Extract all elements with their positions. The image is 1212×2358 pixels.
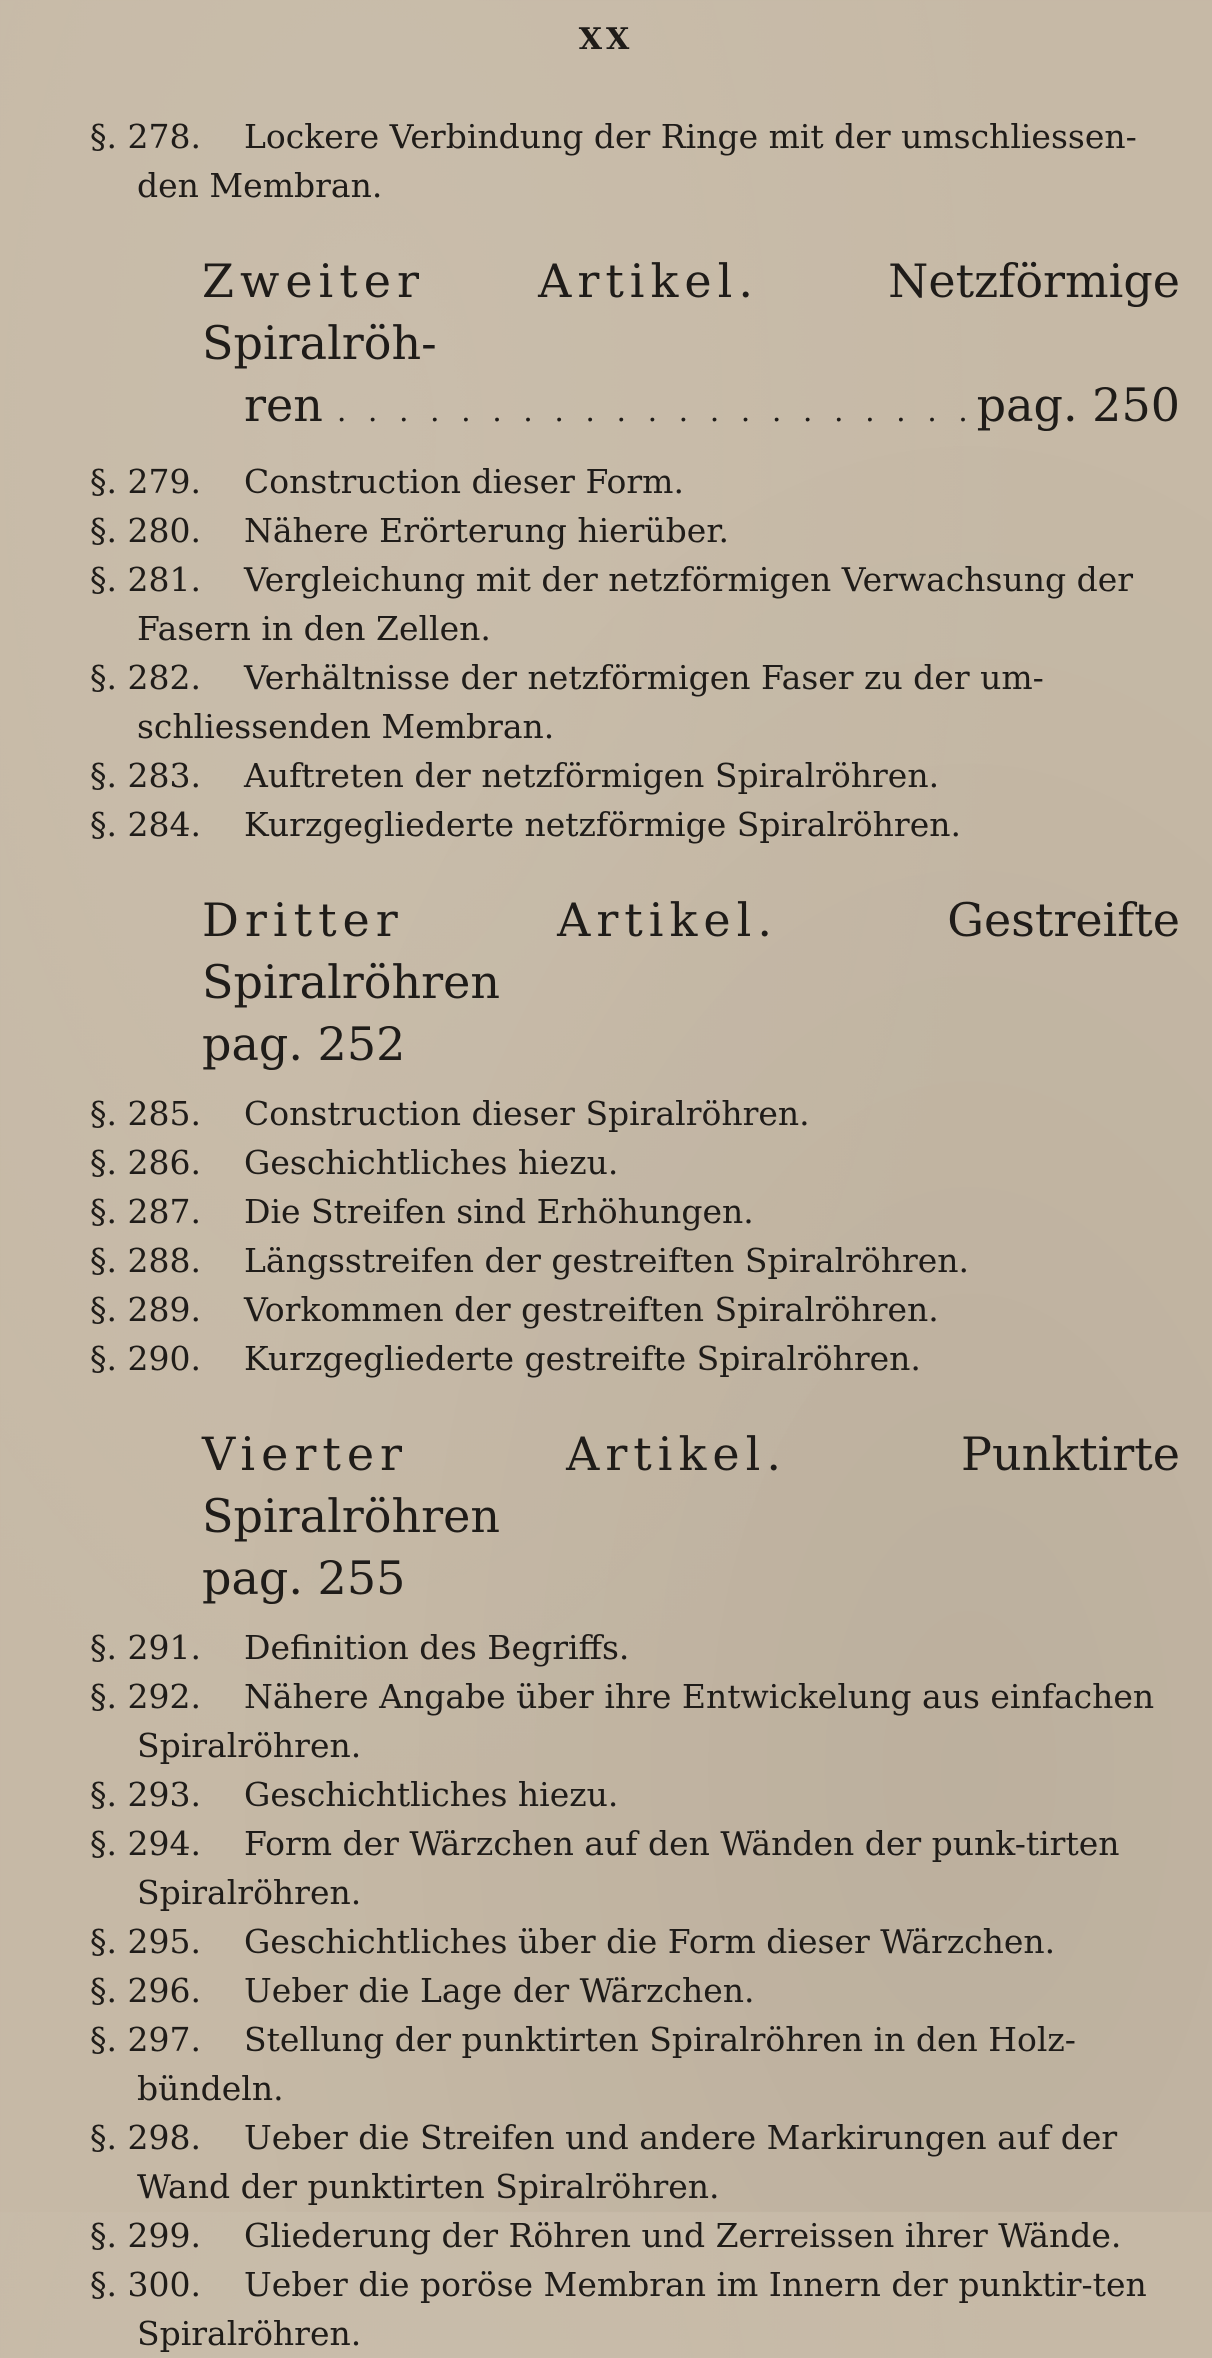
article-title-continued: ren (244, 378, 323, 432)
article-title-leader (202, 374, 1180, 443)
section-number: §. 278. (90, 117, 201, 156)
section-title: Geschichtliches hiezu. (244, 1775, 619, 1814)
section-number: §. 294. (90, 1824, 201, 1863)
section-title: Die Streifen sind Erhöhungen. (244, 1192, 754, 1231)
section-number: §. 285. (90, 1094, 201, 1133)
toc-entry (90, 1966, 1180, 2015)
section-title: Vergleichung mit der netzförmigen Verwachsung der Fasern in den Zellen. (137, 560, 1134, 648)
article-title: Punktirte Spiralröhren (202, 1427, 1180, 1543)
toc-entry (90, 1138, 1180, 1187)
article-title: Gestreifte Spiralröhren (202, 893, 1180, 1009)
article-page: pag. 252 (202, 1017, 406, 1071)
section-title: Vorkommen der gestreiften Spiralröhren. (244, 1290, 939, 1329)
section-number: §. 296. (90, 1971, 201, 2010)
section-title: Nähere Erörterung hierüber. (244, 511, 729, 550)
toc-entry (90, 653, 1180, 751)
section-title: Construction dieser Form. (244, 462, 684, 501)
section-title: Lockere Verbindung der Ringe mit der umschliessen-den Membran. (137, 117, 1137, 205)
section-title: Kurzgegliederte gestreifte Spiralröhren. (244, 1339, 921, 1378)
toc-entry (90, 1770, 1180, 1819)
article-label: Vierter Artikel. (202, 1427, 787, 1481)
section-title: Kurzgegliederte netzförmige Spiralröhren. (244, 805, 961, 844)
page-number: XX (578, 22, 634, 57)
section-number: §. 291. (90, 1628, 201, 1667)
section-number: §. 300. (90, 2265, 201, 2304)
article-label: Dritter Artikel. (202, 893, 778, 947)
toc-entry (90, 1623, 1180, 1672)
article-page: pag. 255 (202, 1551, 406, 1605)
toc-entry (90, 2113, 1180, 2211)
toc-entry (90, 1285, 1180, 1334)
article-heading (90, 250, 1180, 443)
toc-entry (90, 1089, 1180, 1138)
section-number: §. 290. (90, 1339, 201, 1378)
section-title: Ueber die Lage der Wärzchen. (244, 1971, 755, 2010)
section-number: §. 287. (90, 1192, 201, 1231)
section-number: §. 283. (90, 756, 201, 795)
toc-entry (90, 2015, 1180, 2113)
toc-entry (90, 1334, 1180, 1383)
section-number: §. 299. (90, 2216, 201, 2255)
toc-entry (90, 2260, 1180, 2358)
section-title: Stellung der punktirten Spiralröhren in den Holz-bündeln. (137, 2020, 1076, 2108)
toc-entry (90, 1819, 1180, 1917)
toc-entry (90, 1672, 1180, 1770)
section-title: Ueber die Streifen und andere Markirungen auf der Wand der punktirten Spiralröhren. (137, 2118, 1118, 2206)
section-title: Geschichtliches hiezu. (244, 1143, 619, 1182)
section-number: §. 295. (90, 1922, 201, 1961)
toc-entry (90, 751, 1180, 800)
toc-entry (90, 457, 1180, 506)
toc-entry (90, 1917, 1180, 1966)
dot-leader (323, 381, 977, 443)
section-number: §. 281. (90, 560, 201, 599)
article-title: Netzförmige Spiralröh- (202, 254, 1180, 370)
section-title: Gliederung der Röhren und Zerreissen ihrer Wände. (244, 2216, 1122, 2255)
toc-entry (90, 800, 1180, 849)
section-number: §. 282. (90, 658, 201, 697)
toc-entry (90, 1187, 1180, 1236)
section-title: Construction dieser Spiralröhren. (244, 1094, 810, 1133)
table-of-contents (90, 112, 1180, 2358)
toc-entry (90, 1236, 1180, 1285)
section-title: Definition des Begriffs. (244, 1628, 630, 1667)
section-number: §. 280. (90, 511, 201, 550)
section-number: §. 297. (90, 2020, 201, 2059)
section-number: §. 279. (90, 462, 201, 501)
section-number: §. 286. (90, 1143, 201, 1182)
section-number: §. 292. (90, 1677, 201, 1716)
section-title: Auftreten der netzförmigen Spiralröhren. (244, 756, 940, 795)
toc-entry (90, 112, 1180, 210)
section-number: §. 289. (90, 1290, 201, 1329)
section-title: Form der Wärzchen auf den Wänden der punk-tirten Spiralröhren. (137, 1824, 1120, 1912)
section-number: §. 284. (90, 805, 201, 844)
section-title: Nähere Angabe über ihre Entwickelung aus einfachen Spiralröhren. (137, 1677, 1155, 1765)
toc-entry (90, 506, 1180, 555)
section-title: Längsstreifen der gestreiften Spiralröhren. (244, 1241, 970, 1280)
section-title: Verhältnisse der netzförmigen Faser zu der um-schliessenden Membran. (137, 658, 1044, 746)
section-number: §. 288. (90, 1241, 201, 1280)
section-title: Ueber die poröse Membran im Innern der punktir-ten Spiralröhren. (137, 2265, 1147, 2353)
section-title: Geschichtliches über die Form dieser Wärzchen. (244, 1922, 1056, 1961)
toc-entry (90, 2211, 1180, 2260)
section-number: §. 298. (90, 2118, 201, 2157)
section-number: §. 293. (90, 1775, 201, 1814)
article-label: Zweiter Artikel. (202, 254, 759, 308)
toc-entry (90, 555, 1180, 653)
article-page: pag. 250 (976, 378, 1180, 432)
article-heading (90, 889, 1180, 1075)
article-heading (90, 1423, 1180, 1609)
